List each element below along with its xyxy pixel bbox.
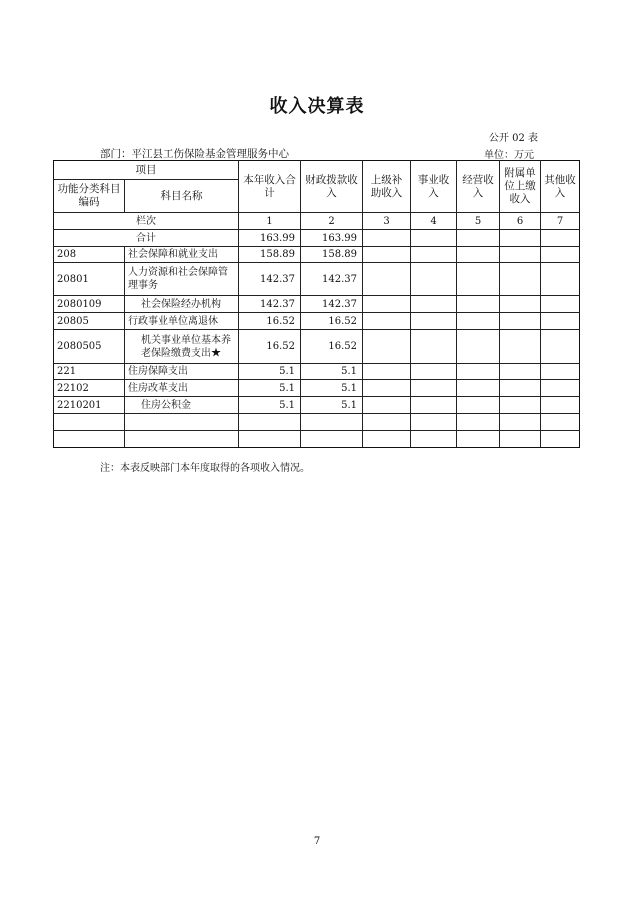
row-code: 221 [54, 364, 125, 380]
header-business: 事业收入 [411, 161, 457, 213]
row-annual: 5.1 [239, 397, 301, 414]
row-annual: 16.52 [239, 330, 301, 364]
row-fiscal: 5.1 [301, 364, 363, 380]
empty-row [54, 431, 580, 448]
row-name: 人力资源和社会保障管理事务 [125, 263, 239, 296]
header-fiscal: 财政拨款收入 [301, 161, 363, 213]
table-row [54, 263, 580, 296]
row-name: 机关事业单位基本养老保险缴费支出★ [125, 330, 239, 364]
header-subject-name: 科目名称 [125, 180, 239, 213]
row-fiscal: 16.52 [301, 330, 363, 364]
income-table [53, 160, 580, 448]
table-row [54, 296, 580, 313]
header-affiliated: 附属单位上缴收入 [500, 161, 541, 213]
row-code: 208 [54, 247, 125, 263]
row-fiscal: 16.52 [301, 313, 363, 330]
column-index: 7 [541, 213, 580, 230]
column-index: 6 [500, 213, 541, 230]
total-label: 合计 [54, 230, 239, 247]
column-index-label: 栏次 [54, 213, 239, 230]
column-index: 2 [301, 213, 363, 230]
total-annual: 163.99 [239, 230, 301, 247]
table-row [54, 247, 580, 263]
row-code: 22102 [54, 380, 125, 397]
row-name: 行政事业单位离退休 [125, 313, 239, 330]
empty-row [54, 414, 580, 431]
row-code: 2080505 [54, 330, 125, 364]
row-name: 住房公积金 [125, 397, 239, 414]
table-row [54, 397, 580, 414]
row-annual: 5.1 [239, 364, 301, 380]
header-operating: 经营收入 [457, 161, 500, 213]
row-annual: 158.89 [239, 247, 301, 263]
form-number: 公开 02 表 [488, 133, 538, 144]
unit-label: 单位：万元 [484, 150, 534, 161]
header-annual-income: 本年收入合计 [239, 161, 301, 213]
row-annual: 142.37 [239, 296, 301, 313]
table-row [54, 313, 580, 330]
department-label: 部门：平江县工伤保险基金管理服务中心 [100, 148, 289, 160]
row-fiscal: 5.1 [301, 397, 363, 414]
header-superior: 上级补助收入 [363, 161, 411, 213]
row-annual: 5.1 [239, 380, 301, 397]
row-annual: 142.37 [239, 263, 301, 296]
row-code: 20801 [54, 263, 125, 296]
table-row [54, 380, 580, 397]
total-fiscal: 163.99 [301, 230, 363, 247]
header-func-code: 功能分类科目编码 [54, 180, 125, 213]
column-index: 4 [411, 213, 457, 230]
row-code: 2210201 [54, 397, 125, 414]
table-row [54, 330, 580, 364]
header-other: 其他收入 [541, 161, 580, 213]
table-row [54, 364, 580, 380]
row-annual: 16.52 [239, 313, 301, 330]
column-index: 3 [363, 213, 411, 230]
row-name: 住房保障支出 [125, 364, 239, 380]
row-fiscal: 142.37 [301, 263, 363, 296]
row-fiscal: 142.37 [301, 296, 363, 313]
total-row [54, 230, 580, 247]
row-name: 社会保障和就业支出 [125, 247, 239, 263]
page-number: 7 [313, 836, 321, 847]
table-note: 注：本表反映部门本年度取得的各项收入情况。 [100, 463, 310, 474]
page-title: 收入决算表 [269, 96, 365, 117]
column-index: 5 [457, 213, 500, 230]
row-code: 20805 [54, 313, 125, 330]
row-name: 住房改革支出 [125, 380, 239, 397]
row-fiscal: 5.1 [301, 380, 363, 397]
row-code: 2080109 [54, 296, 125, 313]
header-project: 项目 [54, 161, 239, 180]
row-name: 社会保险经办机构 [125, 296, 239, 313]
column-index: 1 [239, 213, 301, 230]
row-fiscal: 158.89 [301, 247, 363, 263]
